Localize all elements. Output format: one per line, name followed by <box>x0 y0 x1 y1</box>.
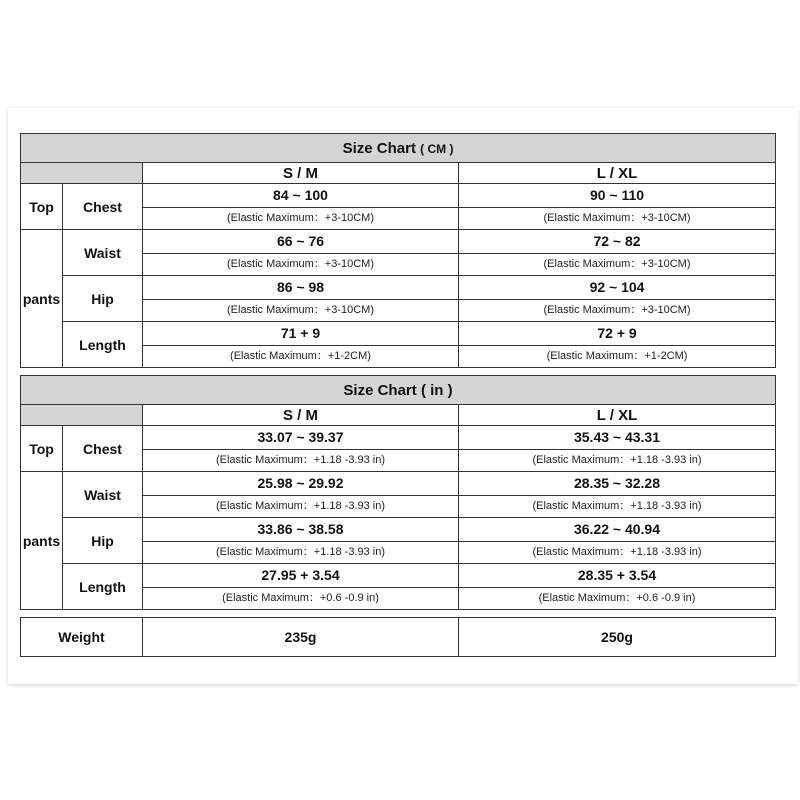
inch-title-text: Size Chart <box>343 381 417 399</box>
inch-pants-label: pants <box>21 472 63 610</box>
inch-length-sm <box>143 564 459 610</box>
elastic-note: (Elastic Maximum：+3-10CM) <box>227 304 374 316</box>
value: 28.35 ~ 32.28 <box>459 473 775 496</box>
inch-row-hip-label: Hip <box>63 518 143 564</box>
cm-unit-text: ( CM ) <box>420 141 454 156</box>
cm-corner-cell <box>21 163 143 184</box>
cm-length-sm <box>143 322 459 368</box>
elastic-note: (Elastic Maximum：+1-2CM) <box>230 350 371 362</box>
value: 36.22 ~ 40.94 <box>459 519 775 542</box>
inch-waist-lxl <box>459 472 776 518</box>
inch-hip-sm <box>143 518 459 564</box>
elastic-note: (Elastic Maximum：+1.18 -3.93 in) <box>215 546 386 558</box>
inch-chest-lxl <box>459 426 776 472</box>
value: 33.86 ~ 38.58 <box>143 519 458 542</box>
value: 92 ~ 104 <box>459 277 775 300</box>
cm-row-hip-label: Hip <box>63 276 143 322</box>
value: 86 ~ 98 <box>143 277 458 300</box>
elastic-note: (Elastic Maximum：+3-10CM) <box>543 212 691 224</box>
weight-table <box>20 617 776 657</box>
value: 66 ~ 76 <box>143 231 458 254</box>
cm-length-lxl <box>459 322 776 368</box>
inch-chest-sm <box>143 426 459 472</box>
cm-pants-label: pants <box>21 230 63 368</box>
weight-lxl: 250g <box>459 618 776 657</box>
elastic-note: (Elastic Maximum：+1.18 -3.93 in) <box>532 546 702 558</box>
elastic-note: (Elastic Maximum：+3-10CM) <box>227 258 374 270</box>
elastic-note: (Elastic Maximum：+1.18 -3.93 in) <box>215 454 386 466</box>
weight-sm: 235g <box>143 618 459 657</box>
inch-col-lxl: L / XL <box>459 405 776 426</box>
value: 33.07 ~ 39.37 <box>143 427 458 450</box>
value: 71 + 9 <box>143 323 458 346</box>
value: 28.35 + 3.54 <box>459 565 775 588</box>
elastic-note: (Elastic Maximum：+3-10CM) <box>227 212 374 224</box>
elastic-note: (Elastic Maximum：+1.18 -3.93 in) <box>215 500 386 512</box>
cm-chest-lxl <box>459 184 776 230</box>
value: 84 ~ 100 <box>143 185 458 208</box>
size-chart-cm-table <box>20 133 776 368</box>
inch-row-chest-label: Chest <box>63 426 143 472</box>
elastic-note: (Elastic Maximum：+1-2CM) <box>546 350 688 362</box>
value: 35.43 ~ 43.31 <box>459 427 775 450</box>
cm-row-chest-label: Chest <box>63 184 143 230</box>
inch-hip-lxl <box>459 518 776 564</box>
inch-length-lxl <box>459 564 776 610</box>
cm-waist-lxl <box>459 230 776 276</box>
weight-label: Weight <box>21 618 143 657</box>
value: 72 + 9 <box>459 323 775 346</box>
inch-top-label: Top <box>21 426 63 472</box>
cm-col-sm: S / M <box>143 163 459 184</box>
cm-row-waist-label: Waist <box>63 230 143 276</box>
inch-corner-cell <box>21 405 143 426</box>
cm-chest-sm <box>143 184 459 230</box>
cm-table-title <box>21 134 776 163</box>
value: 90 ~ 110 <box>459 185 775 208</box>
cm-waist-sm <box>143 230 459 276</box>
cm-title-text: Size Chart <box>342 139 416 157</box>
cm-hip-lxl <box>459 276 776 322</box>
cm-hip-sm <box>143 276 459 322</box>
inch-row-waist-label: Waist <box>63 472 143 518</box>
inch-table-title <box>21 376 776 405</box>
value: 72 ~ 82 <box>459 231 775 254</box>
size-chart-inch-table <box>20 375 776 610</box>
elastic-note: (Elastic Maximum：+0.6 -0.9 in) <box>222 592 379 604</box>
value: 27.95 + 3.54 <box>143 565 458 588</box>
inch-unit-text: ( in ) <box>420 381 453 399</box>
cm-row-length-label: Length <box>63 322 143 368</box>
cm-top-label: Top <box>21 184 63 230</box>
elastic-note: (Elastic Maximum：+3-10CM) <box>543 304 691 316</box>
value: 25.98 ~ 29.92 <box>143 473 458 496</box>
cm-col-lxl: L / XL <box>459 163 776 184</box>
elastic-note: (Elastic Maximum：+0.6 -0.9 in) <box>538 592 696 604</box>
inch-col-sm: S / M <box>143 405 459 426</box>
elastic-note: (Elastic Maximum：+1.18 -3.93 in) <box>532 454 702 466</box>
inch-row-length-label: Length <box>63 564 143 610</box>
inch-waist-sm <box>143 472 459 518</box>
elastic-note: (Elastic Maximum：+3-10CM) <box>543 258 691 270</box>
elastic-note: (Elastic Maximum：+1.18 -3.93 in) <box>532 500 702 512</box>
